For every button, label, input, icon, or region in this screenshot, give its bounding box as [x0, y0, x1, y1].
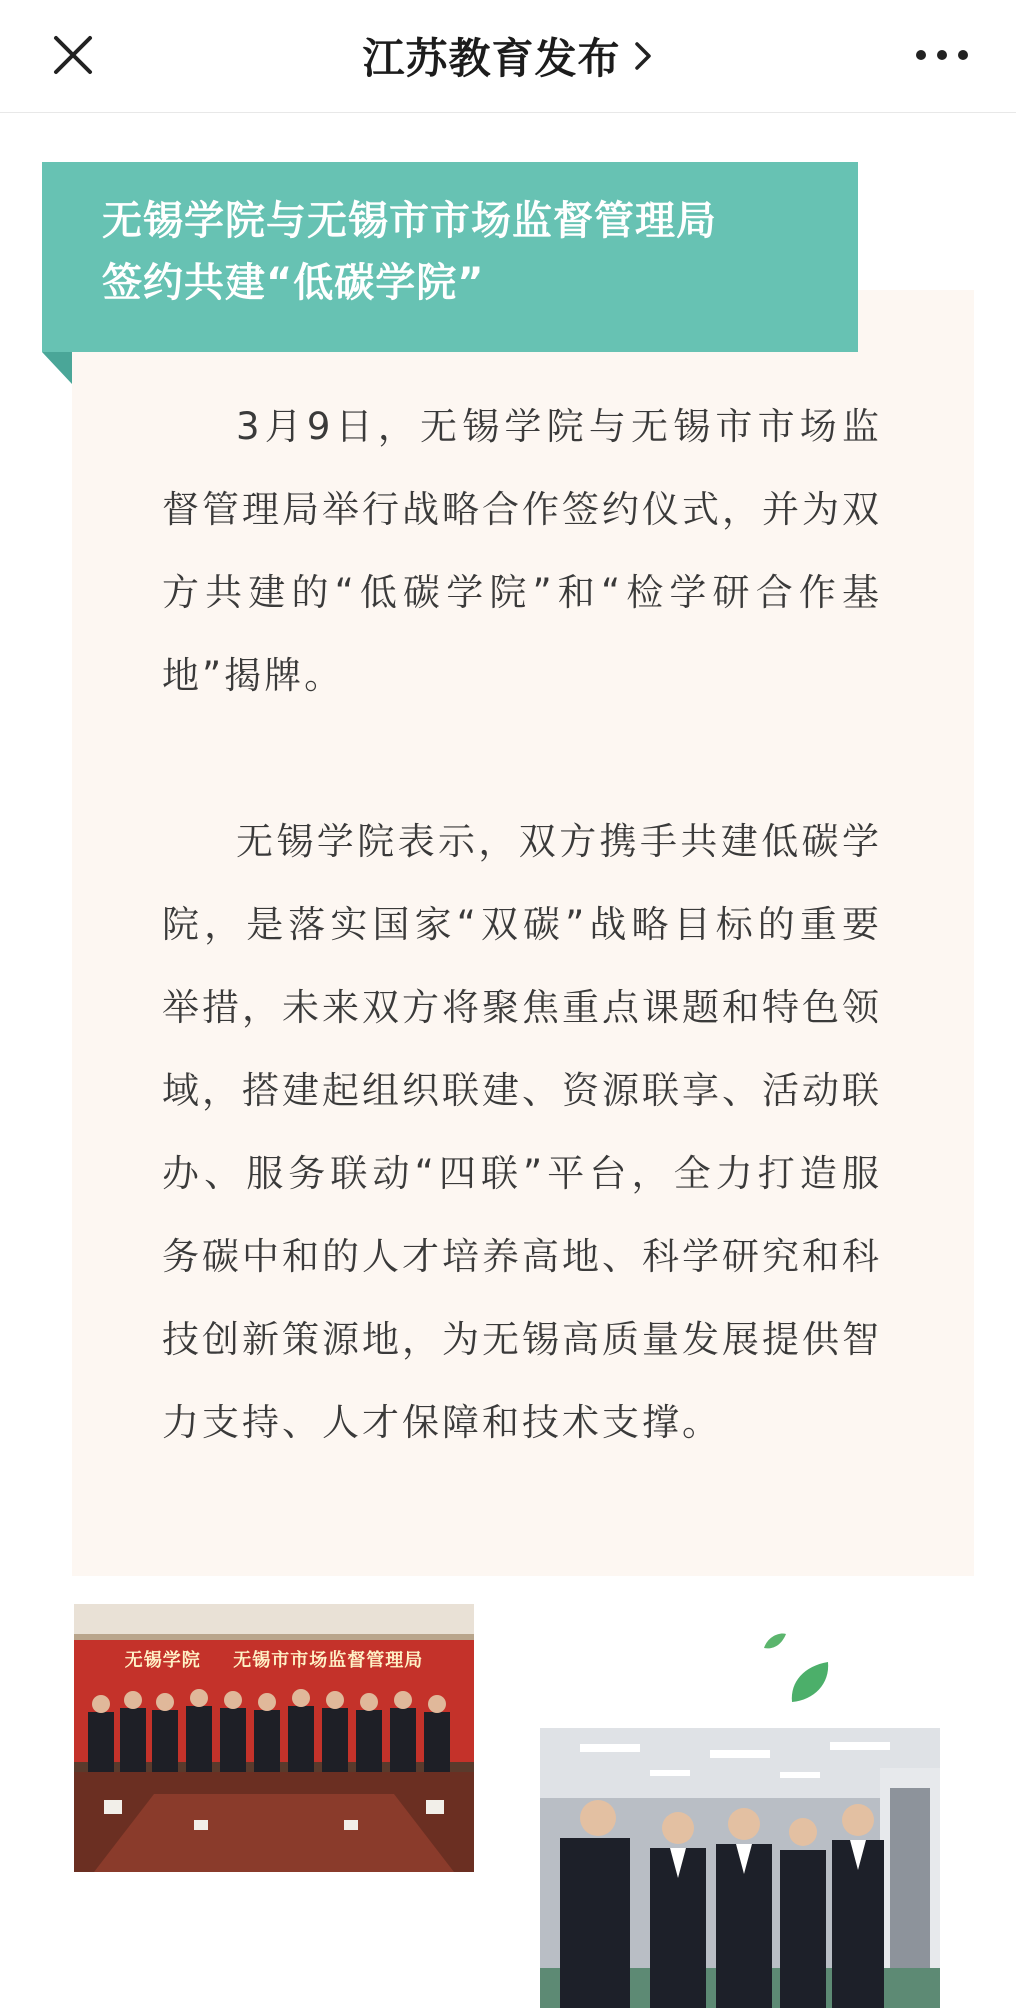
banner-fold-decoration — [42, 352, 72, 384]
leaf-icon — [756, 1626, 836, 1706]
top-nav-bar — [0, 0, 1016, 113]
site-visit-photo[interactable] — [540, 1728, 940, 2008]
account-name: 江苏教育发布 — [362, 34, 621, 83]
signing-ceremony-photo[interactable] — [74, 1604, 474, 1872]
article-headline — [102, 190, 832, 314]
chevron-right-icon — [632, 38, 654, 74]
signing-banner-text — [74, 1646, 474, 1672]
account-title-link[interactable] — [0, 26, 1016, 86]
banner-school-name: 无锡学院 — [124, 1650, 201, 1671]
headline-line-2: 签约共建“低碳学院” — [102, 260, 485, 306]
more-horizontal-icon[interactable] — [912, 40, 972, 70]
headline-line-1: 无锡学院与无锡市市场监督管理局 — [102, 198, 717, 244]
article-paragraph-1: 3月9日，无锡学院与无锡市市场监督管理局举行战略合作签约仪式，并为双方共建的“低碳学院”和“检学研合作基地”揭牌。 — [162, 405, 882, 697]
banner-bureau-name: 无锡市市场监督管理局 — [233, 1650, 424, 1671]
article-paragraph-2: 无锡学院表示，双方携手共建低碳学院，是落实国家“双碳”战略目标的重要举措，未来双方将聚焦重点课题和特色领域，搭建起组织联建、资源联享、活动联办、服务联动“四联”平台，全力打造服务碳中和的人才培养高地、科学研究和科技创新策源地，为无锡高质量发展提供智力支持、人才保障和技术支撑。 — [162, 820, 882, 1444]
